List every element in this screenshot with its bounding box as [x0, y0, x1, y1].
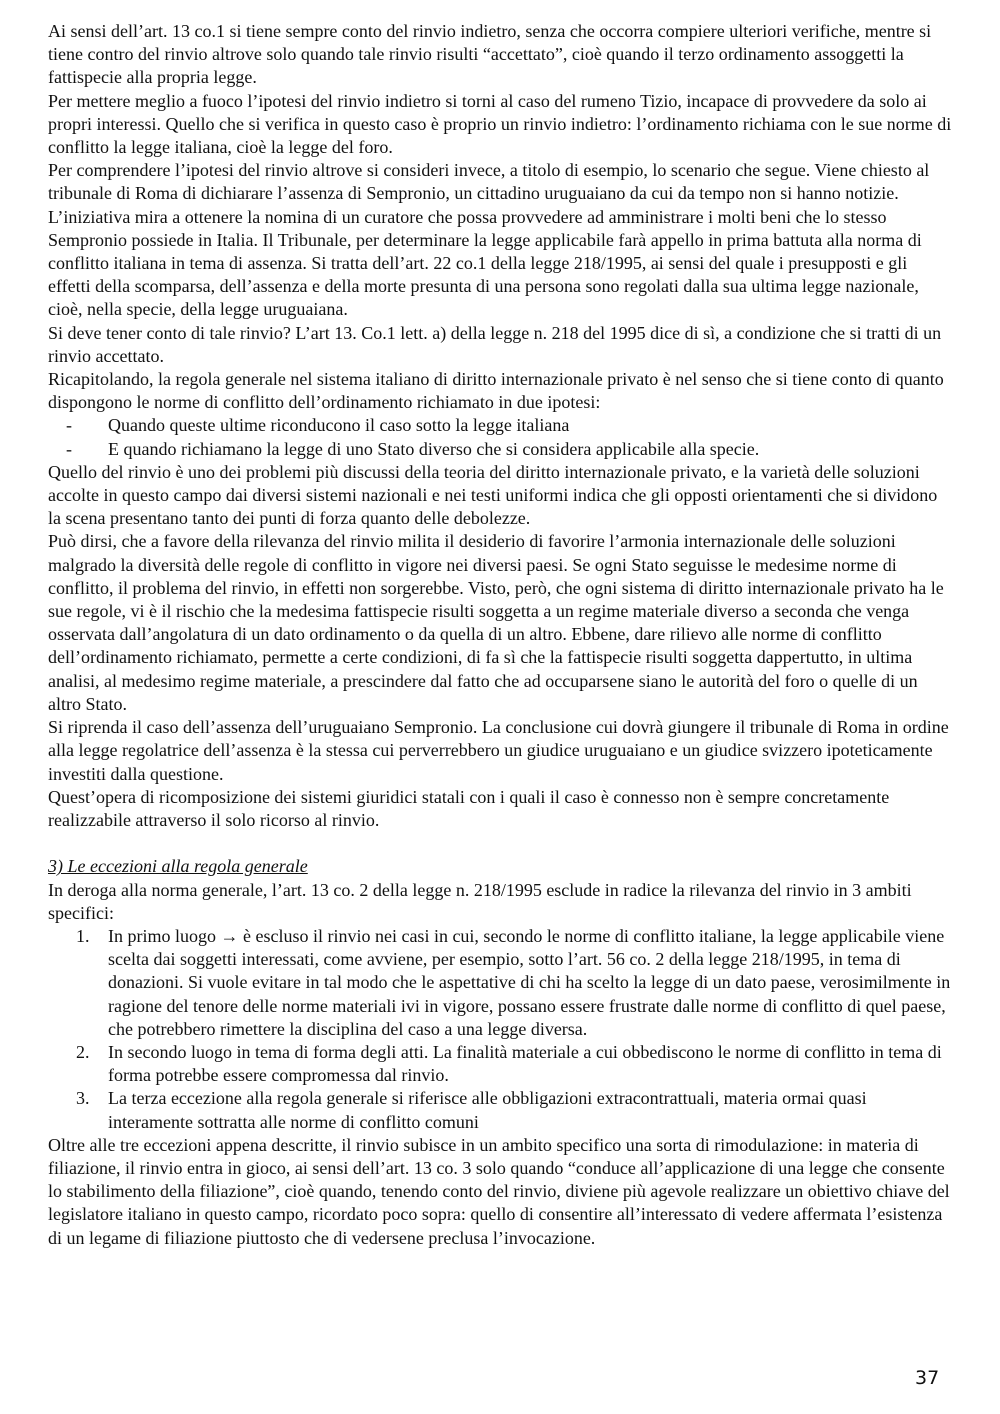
paragraph-armonia-internazionale: Può dirsi, che a favore della rilevanza del rinvio milita il desiderio di favorire l’armonia internazionale delle soluzioni malgrado la diversità delle regole di conflitto in vigore nei diversi paesi. Se ogni Stato seguisse le medesime norme di conflitto, il problema del rinvio, in effetti non sorgerebbe. Visto, però, che ogni sistema di diritto internazionale privato ha le sue regole, vi è il rischio che la medesima fattispecie risulti soggetta a un regime materiale diverso a seconda che venga osservata dall’angolatura di un dato ordinamento o da quella di un altro. Ebbene, dare rilievo alle norme di conflitto dell’ordinamento richiamato, permette a certe condizioni, di fa sì che la fattispecie risulti soggetta dappertutto, in ultima analisi, al medesimo regime materiale, a prescindere dal fatto che ad occuparsene siano le autorità del foro o quelle di un altro Stato.: [48, 531, 944, 714]
page-number: 37: [915, 1367, 940, 1389]
paragraph-ricomposizione: Quest’opera di ricomposizione dei sistemi giuridici statali con i quali il caso è connesso non è sempre concretamente realizzabile attraverso il solo ricorso al rinvio.: [48, 786, 890, 830]
list-item: [48, 925, 954, 1041]
list-item-number: 2.: [76, 1041, 90, 1062]
list-dash-marker: -: [66, 438, 72, 459]
list-item: [48, 1041, 954, 1087]
paragraph-rinvio-accettato: Si deve tener conto di tale rinvio? L’art 13. Co.1 lett. a) della legge n. 218 del 1995 dice di sì, a condizione che si tratti di un rinvio accettato.: [48, 322, 942, 366]
list-item: [48, 414, 954, 437]
paragraph-riprendi-sempronio: Si riprenda il caso dell’assenza dell’uruguaiano Sempronio. La conclusione cui dovrà giungere il tribunale di Roma in ordine alla legge regolatrice dell’assenza è la stessa cui perverrebbero un giudice uruguaiano e un giudice svizzero ipoteticamente investiti dalla questione.: [48, 717, 949, 784]
paragraph-filiazione: Oltre alle tre eccezioni appena descritte, il rinvio subisce in un ambito specifico una sorta di rimodulazione: in materia di filiazione, il rinvio entra in gioco, ai sensi dell’art. 13 co. 3 solo quando “conduce all’applicazione di una legge che consente lo stabilimento della filiazione”, cioè quando, tenendo conto del rinvio, diviene più agevole realizzare un obiettivo chiave del legislatore italiano in questo campo, ricordato poco sopra: quello di consentire all’interessato di vedere affermata l’esistenza di un legame di filiazione piuttosto che di vedersene preclusa l’invocazione.: [48, 1134, 950, 1248]
blank-line: [48, 832, 954, 855]
hypotheses-list: [48, 414, 954, 460]
list-item-text: In secondo luogo in tema di forma degli atti. La finalità materiale a cui obbediscono le norme di conflitto in tema di forma potrebbe essere compromessa dal rinvio.: [108, 1041, 942, 1086]
paragraph-caso-sempronio: Per comprendere l’ipotesi del rinvio altrove si consideri invece, a titolo di esempio, lo scenario che segue. Viene chiesto al tribunale di Roma di dichiarare l’assenza di Sempronio, un cittadino uruguaiano da cui da tempo non si hanno notizie. L’iniziativa mira a ottenere la nomina di un curatore che possa provvedere ad amministrare i molti beni che lo stesso Sempronio possiede in Italia. Il Tribunale, per determinare la legge applicabile farà appello in prima battuta alla norma di conflitto italiana in tema di assenza. Si tratta dell’art. 22 co.1 della legge 218/1995, ai sensi del quale i presupposti e gli effetti della scomparsa, dell’assenza e della morte presunta di una persona sono regolati dalla sua ultima legge nazionale, cioè, nella specie, della legge uruguaiana.: [48, 160, 930, 320]
section-intro: In deroga alla norma generale, l’art. 13 co. 2 della legge n. 218/1995 esclude in radice la rilevanza del rinvio in 3 ambiti specifici:: [48, 879, 912, 923]
list-dash-marker: -: [66, 415, 72, 436]
list-item-text: La terza eccezione alla regola generale si riferisce alle obbligazioni extracontrattuali, materia ormai quasi interamente sottratta alle norme di conflitto comuni: [108, 1088, 867, 1132]
list-item-number: 1.: [76, 925, 90, 946]
paragraph-problema-rinvio: Quello del rinvio è uno dei problemi più discussi della teoria del diritto internazionale privato, e la varietà delle soluzioni accolte in questo campo dai diversi sistemi nazionali e nei testi uniformi indica che gli opposti orientamenti che si dividono la scena presentano tanto dei punti di forza quanto delle debolezze.: [48, 461, 938, 529]
exceptions-list: [48, 925, 954, 1134]
list-item: [48, 438, 954, 461]
list-item-text: Quando queste ultime riconducono il caso sotto la legge italiana: [108, 415, 570, 436]
paragraph-rinvio-indietro-altrove: Ai sensi dell’art. 13 co.1 si tiene sempre conto del rinvio indietro, senza che occorra compiere ulteriori verifiche, mentre si tiene contro del rinvio altrove solo quando tale rinvio risulti “accettato”, cioè quando il terzo ordinamento assoggetti la fattispecie alla propria legge.: [48, 21, 932, 88]
list-item-text: In primo luogo → è escluso il rinvio nei casi in cui, secondo le norme di conflitto italiane, la legge applicabile viene scelta dai soggetti interessati, come avviene, per esempio, sotto l’art. 56 co. 2 della legge 218/1995, in tema di donazioni. Si vuole evitare in tal modo che le aspettative di chi ha scelto la legge di un dato paese, verosimilmente in ragione del tenore delle norme materiali ivi in vigore, possano essere frustrate dalle norme di conflitto di quel paese, che potrebbero rimettere la disciplina del caso a una legge diversa.: [108, 925, 951, 1039]
section-title: 3) Le eccezioni alla regola generale: [48, 856, 308, 877]
paragraph-caso-tizio: Per mettere meglio a fuoco l’ipotesi del rinvio indietro si torni al caso del rumeno Tizio, incapace di provvedere da solo ai propri interessi. Quello che si verifica in questo caso è proprio un rinvio indietro: l’ordinamento richiama con le sue norme di conflitto la legge italiana, cioè la legge del foro.: [48, 90, 952, 158]
list-item-number: 3.: [76, 1088, 90, 1109]
list-item-text: E quando richiamano la legge di uno Stato diverso che si considera applicabile alla specie.: [108, 438, 760, 459]
list-item: [48, 1087, 954, 1133]
paragraph-ricapitolando: Ricapitolando, la regola generale nel sistema italiano di diritto internazionale privato è nel senso che si tiene conto di quanto dispongono le norme di conflitto dell’ordinamento richiamato in due ipotesi:: [48, 369, 944, 413]
document-page: [48, 20, 954, 1250]
